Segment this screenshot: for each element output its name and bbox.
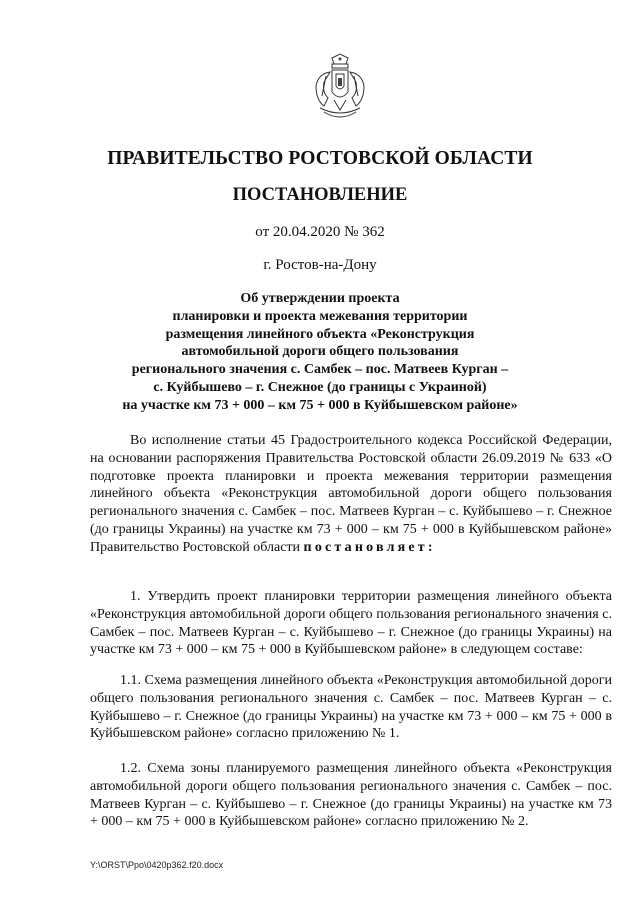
title-line: на участке км 73 + 000 – км 75 + 000 в Куйбышевском районе» (122, 397, 518, 413)
title-line: с. Куйбышево – г. Снежное (до границы с Украиной) (153, 379, 487, 395)
title-line: Об утверждении проекта (240, 291, 400, 306)
government-name: ПРАВИТЕЛЬСТВО РОСТОВСКОЙ ОБЛАСТИ (107, 148, 533, 169)
city: г. Ростов-на-Дону (263, 257, 377, 273)
preamble-paragraph (90, 432, 612, 557)
date-number: от 20.04.2020 № 362 (255, 224, 385, 240)
document-title (80, 290, 560, 415)
title-line: автомобильной дороги общего пользования (181, 344, 459, 360)
file-path-footer: Y:\ORST\Ppo\0420p362.f20.docx (90, 860, 224, 870)
coat-of-arms-icon (310, 52, 370, 124)
title-line: регионального значения с. Самбек – пос. Матвеев Курган – (131, 362, 509, 378)
title-line: размещения линейного объекта «Реконструкция (165, 326, 475, 342)
item-text: 1. Утвердить проект планировки территории размещения линейного объекта «Реконструкция автомобильной дороги общего пользования регионального значения с. Самбек – пос. Матвеев Курган – с. Куйбышево – г. Снежное (до границы Украины) на участке км 73 + 000 – км 75 + 000 в Куйбышевском районе» в следующем составе: (90, 589, 612, 658)
item-1-2 (90, 760, 612, 831)
title-line: планировки и проекта межевания территории (172, 308, 468, 324)
preamble-text: Во исполнение статьи 45 Градостроительного кодекса Российской Федерации, на основании распоряжения Правительства Ростовской области 26.09.2019 № 633 «О подготовке проекта планировки и проекта межевания территории размещения линейного объекта «Реконструкция автомобильной дороги общего пользования регионального значения с. Самбек – пос. Матвеев Курган – с. Куйбышево – г. Снежное (до границы Украины) на участке км 73 + 000 – км 75 + 000 в Куйбышевском районе» Правительство Ростовской области (90, 433, 612, 555)
item-1-1 (90, 672, 612, 743)
item-1 (90, 588, 612, 659)
item-text: 1.1. Схема размещения линейного объекта «Реконструкция автомобильной дороги общего пользования регионального значения с. Самбек – пос. Матвеев Курган – с. Куйбышево – г. Снежное (до границы Украины) на участке км 73 + 000 – км 75 + 000 в Куйбышевском районе» согласно приложению № 1. (90, 673, 612, 742)
item-text: 1.2. Схема зоны планируемого размещения линейного объекта «Реконструкция автомобильной дороги общего пользования регионального значения с. Самбек – пос. Матвеев Курган – с. Куйбышево – г. Снежное (до границы Украины) на участке км 73 + 000 – км 75 + 000 в Куйбышевском районе» согласно приложению № 2. (90, 761, 612, 830)
resolves-word: постановляет: (303, 539, 436, 555)
document-type: ПОСТАНОВЛЕНИЕ (232, 185, 408, 205)
